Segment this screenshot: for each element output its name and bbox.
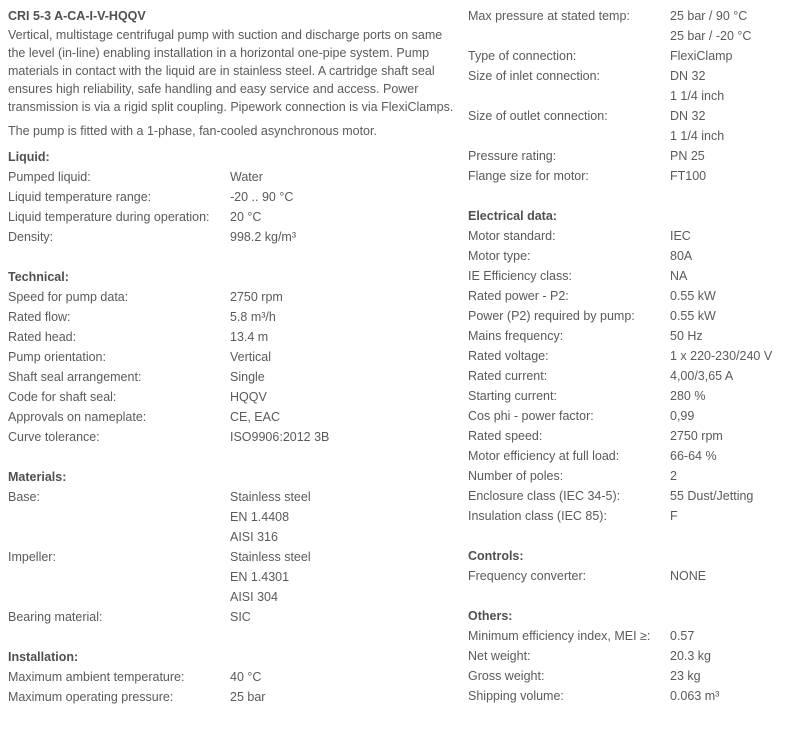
spec-row-base bbox=[8, 487, 458, 547]
spec-value: 0.55 kW bbox=[670, 309, 716, 323]
spec-row-mains-frequency bbox=[468, 326, 808, 346]
spec-value: 998.2 kg/m³ bbox=[230, 230, 297, 244]
spec-label: Code for shaft seal: bbox=[8, 390, 117, 404]
spec-row-gross-weight bbox=[468, 666, 808, 686]
spec-row-liquid-temperature-range bbox=[8, 187, 458, 207]
spec-value: 23 kg bbox=[670, 669, 701, 683]
spec-label: Minimum efficiency index, MEI ≥: bbox=[468, 629, 651, 643]
spec-value: 1 1/4 inch bbox=[670, 89, 725, 103]
spec-row-ie-efficiency-class bbox=[468, 266, 808, 286]
spec-row-motor-type bbox=[468, 246, 808, 266]
spec-row-net-weight bbox=[468, 646, 808, 666]
spec-row-maximum-ambient-temperature bbox=[8, 667, 458, 687]
spec-row-motor-efficiency-at-full-load bbox=[468, 446, 808, 466]
spec-row-type-of-connection bbox=[468, 46, 808, 66]
spec-label: Net weight: bbox=[468, 649, 531, 663]
spec-value: 1 1/4 inch bbox=[670, 129, 725, 143]
spec-value: 25 bar / 90 °C bbox=[670, 9, 748, 23]
spec-value: 25 bar bbox=[230, 690, 266, 704]
spec-row-pressure-rating bbox=[468, 146, 808, 166]
section-liquid bbox=[8, 147, 458, 247]
spec-row-shipping-volume bbox=[468, 686, 808, 706]
spec-value: 2750 rpm bbox=[670, 429, 723, 443]
spec-value: 0.57 bbox=[670, 629, 695, 643]
spec-row-curve-tolerance bbox=[8, 427, 458, 447]
spec-value: 25 bar / -20 °C bbox=[670, 29, 752, 43]
spec-value: CE, EAC bbox=[230, 410, 281, 424]
spec-label: Motor type: bbox=[468, 249, 531, 263]
spec-value: 2 bbox=[670, 469, 677, 483]
spec-label: Starting current: bbox=[468, 389, 557, 403]
section-others bbox=[468, 606, 808, 706]
spec-row-power-p2-required-by-pump bbox=[468, 306, 808, 326]
section-general bbox=[468, 6, 808, 186]
spec-value: 80A bbox=[670, 249, 693, 263]
spec-value: 4,00/3,65 A bbox=[670, 369, 734, 383]
spec-value: Stainless steel bbox=[230, 490, 311, 504]
spec-row-rated-head bbox=[8, 327, 458, 347]
spec-label: Number of poles: bbox=[468, 469, 564, 483]
spec-label: Pressure rating: bbox=[468, 149, 557, 163]
spec-label: Rated power - P2: bbox=[468, 289, 569, 303]
spec-row-enclosure-class-iec-34-5 bbox=[468, 486, 808, 506]
section-heading: Materials: bbox=[8, 470, 67, 484]
spec-row-flange-size-for-motor bbox=[468, 166, 808, 186]
spec-value: 50 Hz bbox=[670, 329, 703, 343]
spec-row-insulation-class-iec-85 bbox=[468, 506, 808, 526]
spec-value: Single bbox=[230, 370, 265, 384]
section-heading: Others: bbox=[468, 609, 513, 623]
spec-label: Rated flow: bbox=[8, 310, 71, 324]
spec-label: Density: bbox=[8, 230, 54, 244]
spec-value: 55 Dust/Jetting bbox=[670, 489, 754, 503]
spec-value: 66-64 % bbox=[670, 449, 717, 463]
spec-row-pumped-liquid bbox=[8, 167, 458, 187]
spec-row-rated-speed bbox=[468, 426, 808, 446]
spec-label: Size of outlet connection: bbox=[468, 109, 608, 123]
spec-label: Gross weight: bbox=[468, 669, 545, 683]
spec-row-bearing-material bbox=[8, 607, 458, 627]
spec-label: Frequency converter: bbox=[468, 569, 587, 583]
spec-value: 5.8 m³/h bbox=[230, 310, 276, 324]
spec-label: Rated speed: bbox=[468, 429, 543, 443]
spec-label: Rated voltage: bbox=[468, 349, 549, 363]
spec-value: F bbox=[670, 509, 678, 523]
spec-label: Liquid temperature range: bbox=[8, 190, 152, 204]
motor-note: The pump is fitted with a 1-phase, fan-cooled asynchronous motor. bbox=[8, 124, 377, 138]
spec-label: Pumped liquid: bbox=[8, 170, 91, 184]
spec-value: DN 32 bbox=[670, 109, 706, 123]
spec-row-number-of-poles bbox=[468, 466, 808, 486]
spec-label: Rated head: bbox=[8, 330, 77, 344]
spec-row-size-of-outlet-connection bbox=[468, 106, 808, 146]
section-heading: Technical: bbox=[8, 270, 69, 284]
spec-row-max-pressure-at-stated-temp bbox=[468, 6, 808, 46]
spec-value: FT100 bbox=[670, 169, 707, 183]
spec-label: Enclosure class (IEC 34-5): bbox=[468, 489, 621, 503]
section-materials bbox=[8, 467, 458, 627]
spec-label: Insulation class (IEC 85): bbox=[468, 509, 607, 523]
spec-row-shaft-seal-arrangement bbox=[8, 367, 458, 387]
spec-value: Water bbox=[230, 170, 263, 184]
spec-label: Speed for pump data: bbox=[8, 290, 129, 304]
spec-value: ISO9906:2012 3B bbox=[230, 430, 330, 444]
left-column bbox=[8, 0, 458, 707]
spec-label: Rated current: bbox=[468, 369, 548, 383]
spec-value: 40 °C bbox=[230, 670, 262, 684]
spec-value: PN 25 bbox=[670, 149, 705, 163]
spec-value: NONE bbox=[670, 569, 707, 583]
spec-row-impeller bbox=[8, 547, 458, 607]
spec-value: 20 °C bbox=[230, 210, 262, 224]
spec-row-pump-orientation bbox=[8, 347, 458, 367]
spec-value: SIC bbox=[230, 610, 251, 624]
spec-row-size-of-inlet-connection bbox=[468, 66, 808, 106]
spec-label: Maximum operating pressure: bbox=[8, 690, 174, 704]
spec-value: 1 x 220-230/240 V bbox=[670, 349, 773, 363]
spec-row-liquid-temperature-during-operation bbox=[8, 207, 458, 227]
spec-label: Max pressure at stated temp: bbox=[468, 9, 630, 23]
spec-label: Maximum ambient temperature: bbox=[8, 670, 185, 684]
spec-row-density bbox=[8, 227, 458, 247]
section-technical bbox=[8, 267, 458, 447]
spec-row-speed-for-pump-data bbox=[8, 287, 458, 307]
spec-label: Power (P2) required by pump: bbox=[468, 309, 635, 323]
spec-value: IEC bbox=[670, 229, 691, 243]
spec-row-rated-voltage bbox=[468, 346, 808, 366]
spec-label: Curve tolerance: bbox=[8, 430, 100, 444]
spec-row-code-for-shaft-seal bbox=[8, 387, 458, 407]
section-controls bbox=[468, 546, 808, 586]
spec-label: Bearing material: bbox=[8, 610, 103, 624]
section-heading: Installation: bbox=[8, 650, 79, 664]
spec-value: AISI 316 bbox=[230, 530, 278, 544]
spec-value: 280 % bbox=[670, 389, 706, 403]
spec-label: Cos phi - power factor: bbox=[468, 409, 594, 423]
right-column bbox=[468, 0, 808, 706]
spec-label: Approvals on nameplate: bbox=[8, 410, 147, 424]
section-electrical-data bbox=[468, 206, 808, 526]
spec-row-frequency-converter bbox=[468, 566, 808, 586]
spec-row-rated-current bbox=[468, 366, 808, 386]
spec-label: Type of connection: bbox=[468, 49, 577, 63]
spec-label: Flange size for motor: bbox=[468, 169, 589, 183]
spec-label: Pump orientation: bbox=[8, 350, 106, 364]
product-description: Vertical, multistage centrifugal pump with suction and discharge ports on same the level (in-line) enabling installation in a horizontal one-pipe system. Pump materials in contact with the liquid are in stainless steel. A cartridge shaft seal ensures high reliability, safe handling and easy service and access. Power transmission is via a rigid split coupling. Pipework connection is via FlexiClamps. bbox=[8, 28, 454, 114]
spec-value: EN 1.4301 bbox=[230, 570, 290, 584]
spec-value: 13.4 m bbox=[230, 330, 269, 344]
spec-label: Motor standard: bbox=[468, 229, 556, 243]
spec-value: 20.3 kg bbox=[670, 649, 712, 663]
left-spec-sections bbox=[8, 147, 458, 707]
spec-value: FlexiClamp bbox=[670, 49, 733, 63]
section-heading: Electrical data: bbox=[468, 209, 557, 223]
spec-label: Mains frequency: bbox=[468, 329, 564, 343]
spec-label: Shaft seal arrangement: bbox=[8, 370, 142, 384]
spec-label: Base: bbox=[8, 490, 40, 504]
spec-value: 0,99 bbox=[670, 409, 695, 423]
product-title: CRI 5-3 A-CA-I-V-HQQV bbox=[8, 9, 146, 23]
spec-value: 2750 rpm bbox=[230, 290, 283, 304]
spec-value: EN 1.4408 bbox=[230, 510, 290, 524]
spec-label: IE Efficiency class: bbox=[468, 269, 572, 283]
spec-value: HQQV bbox=[230, 390, 267, 404]
spec-label: Shipping volume: bbox=[468, 689, 564, 703]
spec-value: Vertical bbox=[230, 350, 271, 364]
spec-value: 0.55 kW bbox=[670, 289, 716, 303]
spec-value: 0.063 m³ bbox=[670, 689, 720, 703]
section-heading: Controls: bbox=[468, 549, 524, 563]
spec-row-rated-power-p2 bbox=[468, 286, 808, 306]
spec-row-starting-current bbox=[468, 386, 808, 406]
spec-value: AISI 304 bbox=[230, 590, 278, 604]
spec-row-maximum-operating-pressure bbox=[8, 687, 458, 707]
spec-value: Stainless steel bbox=[230, 550, 311, 564]
section-heading: Liquid: bbox=[8, 150, 50, 164]
spec-row-rated-flow bbox=[8, 307, 458, 327]
spec-value: NA bbox=[670, 269, 688, 283]
spec-row-approvals-on-nameplate bbox=[8, 407, 458, 427]
spec-row-cos-phi-power-factor bbox=[468, 406, 808, 426]
spec-value: -20 .. 90 °C bbox=[230, 190, 294, 204]
spec-label: Impeller: bbox=[8, 550, 56, 564]
spec-label: Size of inlet connection: bbox=[468, 69, 601, 83]
spec-row-minimum-efficiency-index-mei bbox=[468, 626, 808, 646]
spec-value: DN 32 bbox=[670, 69, 706, 83]
spec-label: Liquid temperature during operation: bbox=[8, 210, 210, 224]
right-spec-sections bbox=[468, 6, 808, 706]
spec-row-motor-standard bbox=[468, 226, 808, 246]
section-installation bbox=[8, 647, 458, 707]
spec-label: Motor efficiency at full load: bbox=[468, 449, 620, 463]
